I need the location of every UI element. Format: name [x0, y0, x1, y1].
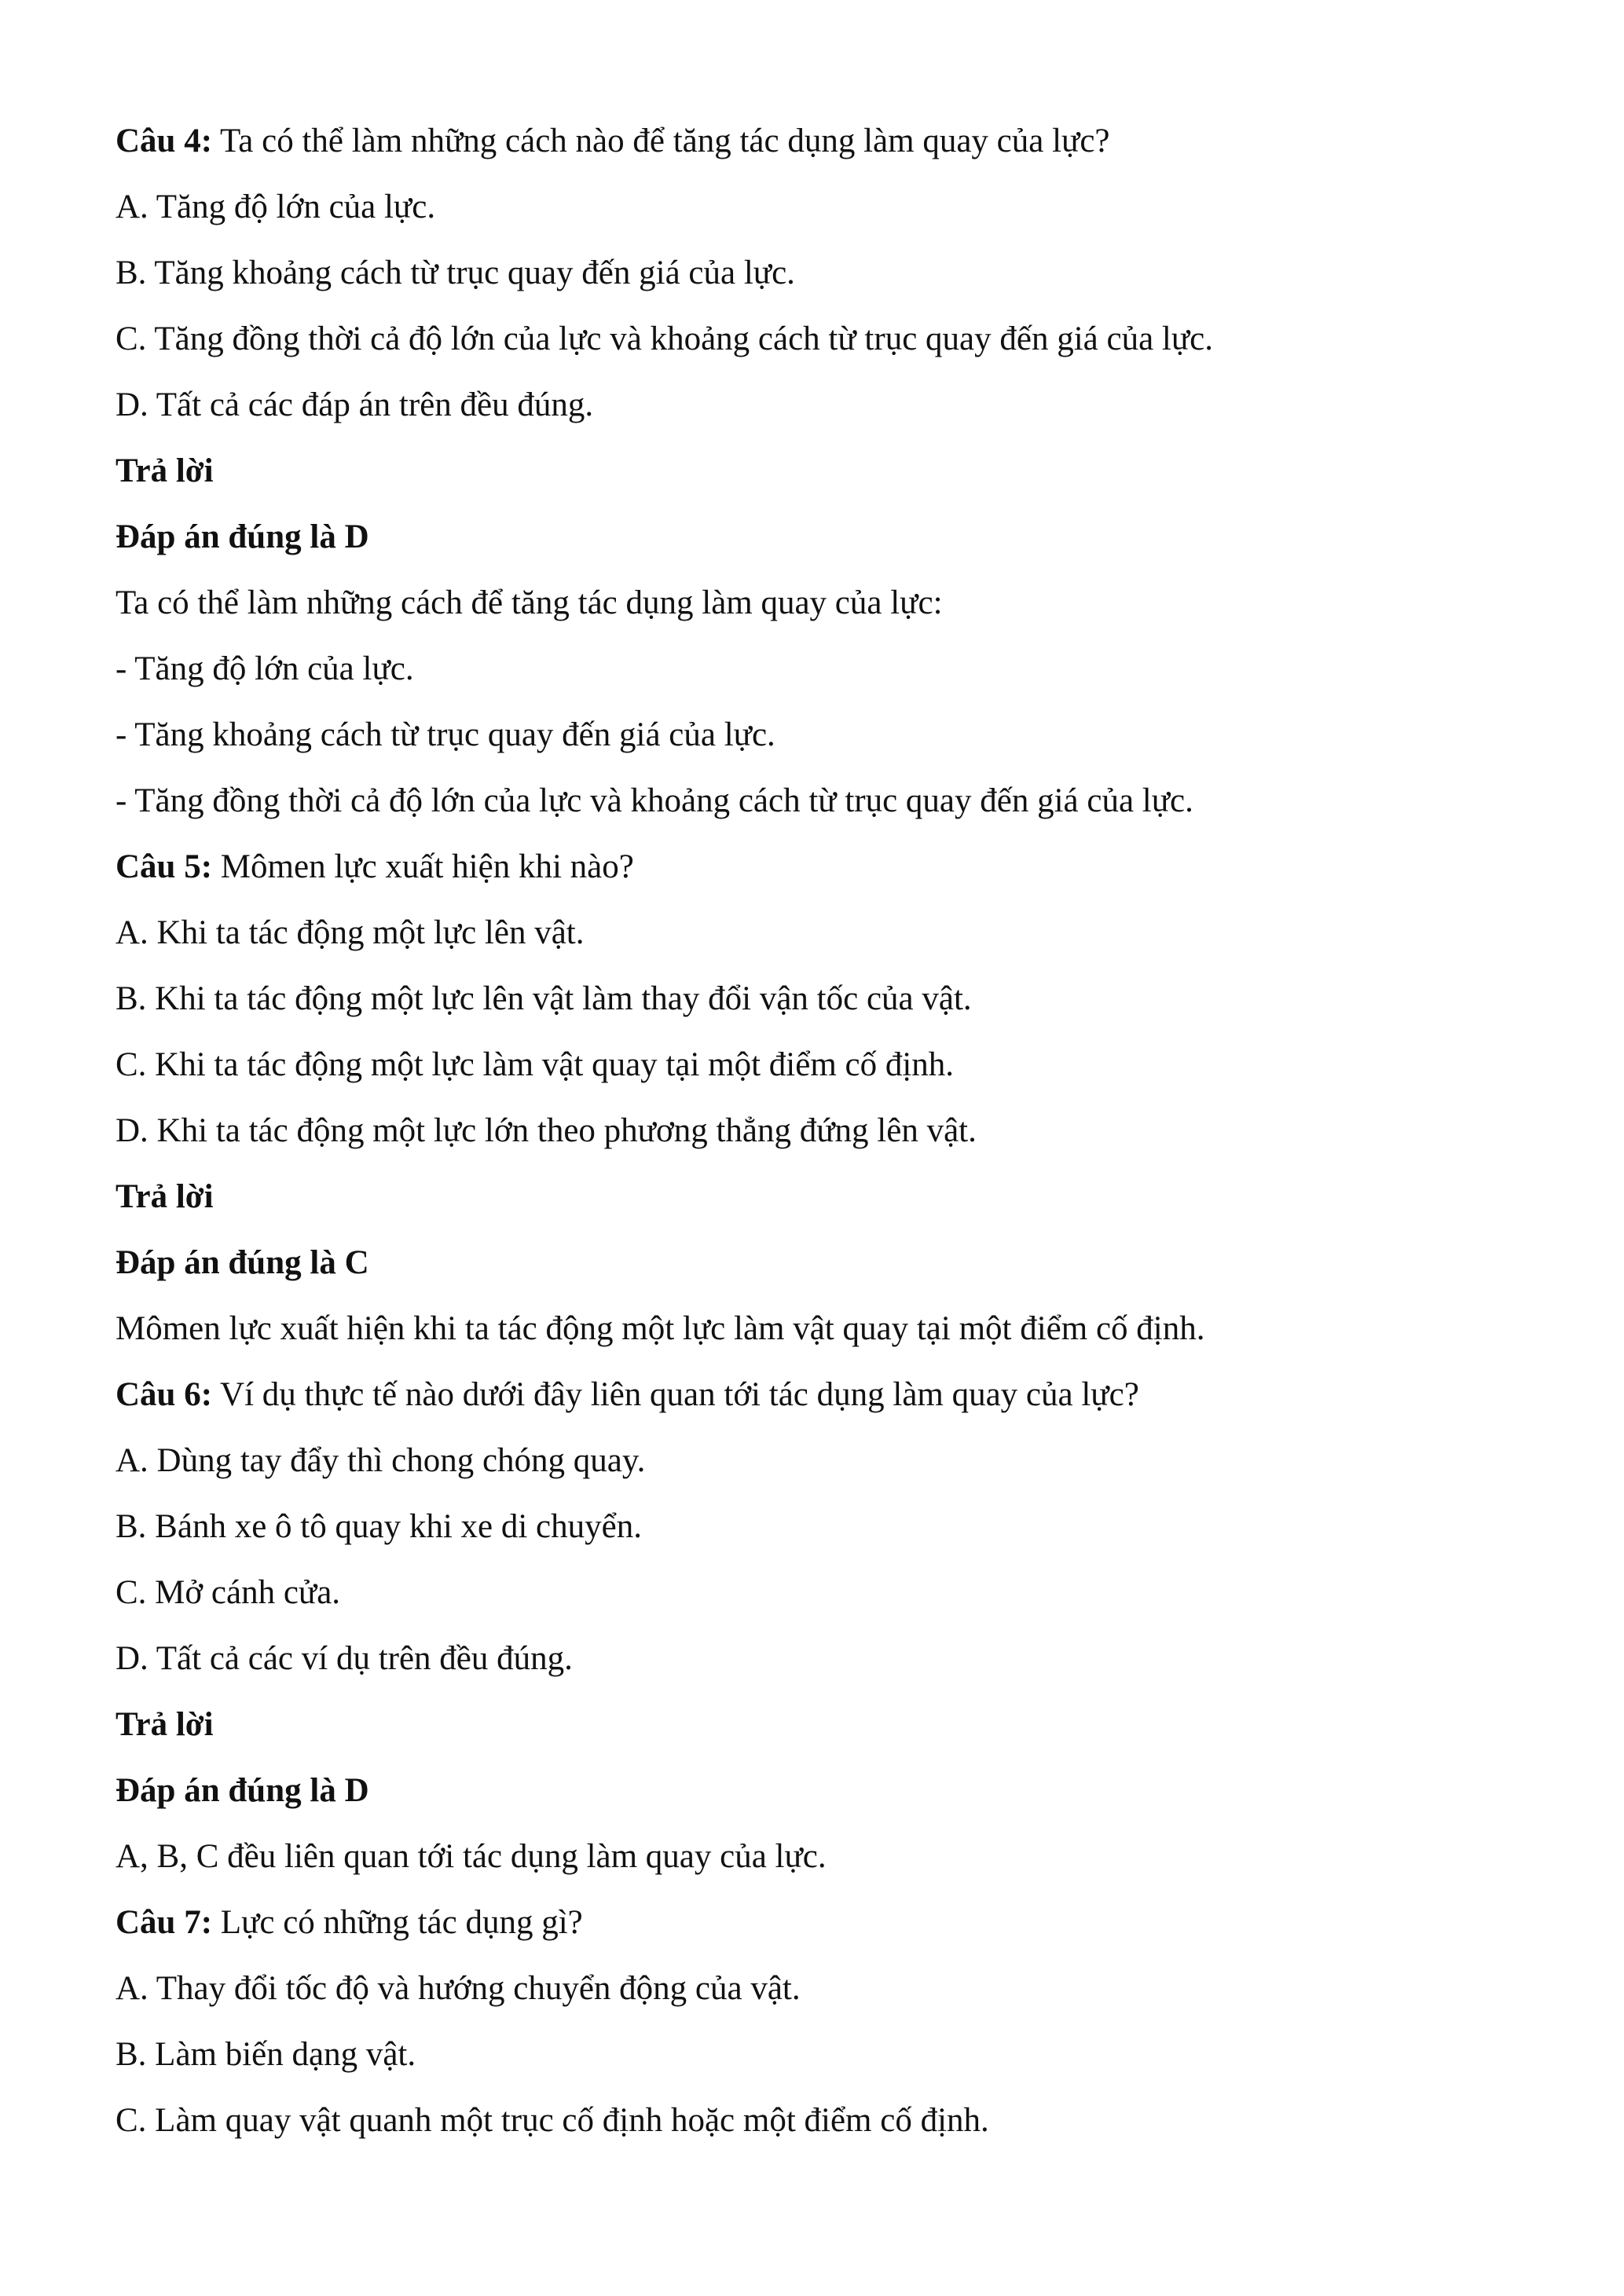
option-c: C. Làm quay vật quanh một trục cố định hoặc một điểm cố định. [115, 2102, 989, 2139]
option-d: D. Khi ta tác động một lực lớn theo phương thẳng đứng lên vật. [115, 1112, 977, 1149]
document-page [115, 118, 1530, 2163]
option-d: D. Tất cả các đáp án trên đều đúng. [115, 386, 594, 423]
option-c: C. Mở cánh cửa. [115, 1574, 341, 1611]
question-4 [115, 118, 1530, 184]
correct-answer: Đáp án đúng là D [115, 1772, 369, 1809]
question-7 [115, 1899, 1530, 1965]
explanation-line: - Tăng độ lớn của lực. [115, 650, 414, 687]
question-label: Câu 4: [115, 123, 213, 159]
option-d: D. Tất cả các ví dụ trên đều đúng. [115, 1640, 573, 1677]
option-a: A. Dùng tay đẩy thì chong chóng quay. [115, 1442, 646, 1479]
explanation-line: - Tăng khoảng cách từ trục quay đến giá của lực. [115, 716, 775, 753]
option-b: B. Bánh xe ô tô quay khi xe di chuyển. [115, 1508, 642, 1545]
question-6 [115, 1371, 1530, 1437]
option-a: A. Khi ta tác động một lực lên vật. [115, 914, 585, 951]
question-text: Lực có những tác dụng gì? [212, 1904, 583, 1941]
question-label: Câu 7: [115, 1904, 213, 1941]
explanation-line: Ta có thể làm những cách để tăng tác dụng làm quay của lực: [115, 584, 943, 621]
explanation-line: - Tăng đồng thời cả độ lớn của lực và khoảng cách từ trục quay đến giá của lực. [115, 782, 1193, 819]
explanation-line: Mômen lực xuất hiện khi ta tác động một lực làm vật quay tại một điểm cố định. [115, 1310, 1205, 1347]
question-text: Ví dụ thực tế nào dưới đây liên quan tới tác dụng làm quay của lực? [212, 1376, 1139, 1413]
explanation-line: A, B, C đều liên quan tới tác dụng làm quay của lực. [115, 1838, 827, 1875]
option-c: C. Khi ta tác động một lực làm vật quay tại một điểm cố định. [115, 1046, 955, 1083]
answer-heading: Trả lời [115, 452, 214, 489]
option-b: B. Làm biến dạng vật. [115, 2036, 416, 2073]
option-a: A. Thay đổi tốc độ và hướng chuyển động của vật. [115, 1970, 801, 2007]
option-b: B. Khi ta tác động một lực lên vật làm thay đổi vận tốc của vật. [115, 980, 972, 1017]
question-5 [115, 844, 1530, 910]
question-text: Mômen lực xuất hiện khi nào? [212, 848, 634, 885]
question-text: Ta có thể làm những cách nào để tăng tác dụng làm quay của lực? [212, 123, 1110, 159]
option-c: C. Tăng đồng thời cả độ lớn của lực và khoảng cách từ trục quay đến giá của lực. [115, 320, 1213, 357]
question-label: Câu 6: [115, 1376, 213, 1413]
question-label: Câu 5: [115, 848, 213, 885]
option-b: B. Tăng khoảng cách từ trục quay đến giá của lực. [115, 255, 795, 291]
answer-heading: Trả lời [115, 1706, 214, 1743]
option-a: A. Tăng độ lớn của lực. [115, 189, 436, 225]
correct-answer: Đáp án đúng là C [115, 1244, 369, 1281]
correct-answer: Đáp án đúng là D [115, 518, 369, 555]
answer-heading: Trả lời [115, 1178, 214, 1215]
